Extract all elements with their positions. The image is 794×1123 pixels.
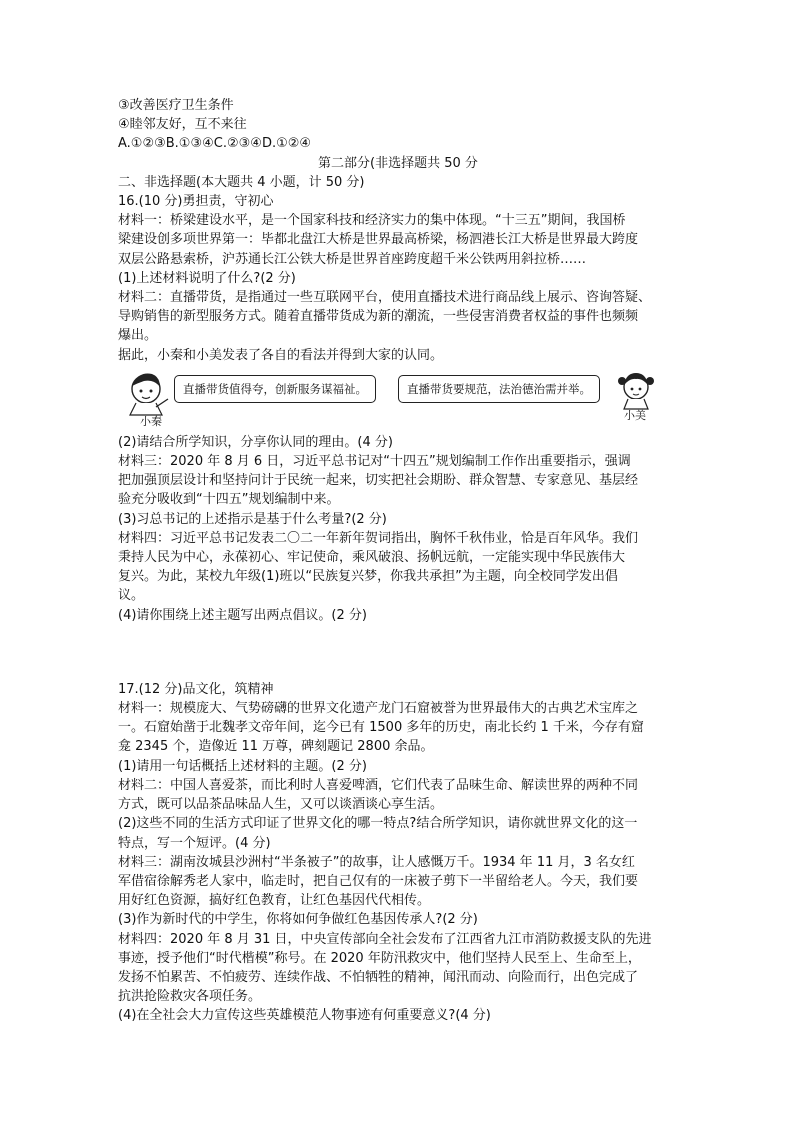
text-line: 事迹，授予他们“时代楷模”称号。在 2020 年防汛救灾中，他们坚持人民至上、生命至上，	[118, 950, 641, 966]
question-heading: 17.(12 分)品文化，筑精神	[118, 681, 274, 697]
text-line: 梁建设创多项世界第一：毕都北盘江大桥是世界最高桥梁，杨泗港长江大桥是世界最大跨度	[118, 232, 639, 248]
text-line: 议。	[118, 588, 145, 604]
text-line: 材料三：湖南汝城县沙洲村“半条被子”的故事，让人感慨万千。1934 年 11 月，3 名女红	[118, 854, 635, 870]
text-line: 导购销售的新型服务方式。随着直播带货成为新的潮流，一些侵害消费者权益的事件也频频	[118, 309, 639, 325]
text-line: 据此，小秦和小美发表了各自的看法并得到大家的认同。	[118, 347, 444, 363]
text-line: 特点，写一个短评。(4 分)	[118, 835, 271, 851]
text-line: 用好红色资源，搞好红色教育，让红色基因代代相传。	[118, 893, 431, 909]
part2-title: 第二部分(非选择题共 50 分	[318, 155, 478, 171]
text-line: 材料一：桥梁建设水平，是一个国家科技和经济实力的集中体现。“十三五”期间，我国桥	[118, 213, 626, 229]
text-line: 爆出。	[118, 328, 158, 344]
sub-question: (4)请你围绕上述主题写出两点倡议。(2 分)	[118, 607, 367, 623]
left-speech-bubble: 直播带货值得夸，创新服务谋福祉。	[174, 375, 376, 403]
sub-question: (1)请用一句话概括上述材料的主题。(2 分)	[118, 758, 367, 774]
sub-question: (1)上述材料说明了什么?(2 分)	[118, 270, 296, 286]
sub-question: (3)习总书记的上述指示是基于什么考量?(2 分)	[118, 511, 387, 527]
question-17-block	[118, 680, 678, 1026]
sub-question: (2)这些不同的生活方式印证了世界文化的哪一特点?结合所学知识，请你就世界文化的这一	[118, 816, 638, 832]
option-line: ④睦邻友好，互不来往	[118, 117, 247, 133]
answer-choices: A.①②③B.①③④C.②③④D.①②④	[118, 136, 312, 152]
option-line: ③改善医疗卫生条件	[118, 98, 234, 113]
answer-space	[118, 625, 678, 680]
sub-question: (4)在全社会大力宣传这些英雄模范人物事迹有何重要意义?(4 分)	[118, 1008, 491, 1024]
text-line: 军借宿徐解秀老人家中，临走时，把自己仅有的一床被子剪下一半留给老人。今天，我们要	[118, 873, 639, 889]
text-line: 材料四：习近平总书记发表二〇二一年新年贺词指出，胸怀千秋伟业，恰是百年风华。我们	[118, 530, 639, 546]
left-speaker-name: 小秦	[140, 414, 162, 428]
question-heading: 16.(10 分)勇担责，守初心	[118, 194, 274, 210]
text-line: 材料二：直播带货，是指通过一些互联网平台，使用直播技术进行商品线上展示、咨询答疑、	[118, 290, 652, 306]
right-speech-bubble: 直播带货要规范，法治德治需并举。	[398, 375, 600, 403]
sub-question: (2)请结合所学知识，分享你认同的理由。(4 分)	[118, 434, 393, 450]
text-line: 二、非选择题(本大题共 4 小题，计 50 分)	[118, 174, 365, 190]
text-line: 发扬不怕累苦、不怕疲劳、连续作战、不怕牺牲的精神，闻汛而动、向险而行，出色完成了	[118, 969, 639, 985]
text-line: 验充分吸收到“十四五”规划编制中来。	[118, 492, 340, 508]
question-16-block-a	[118, 173, 678, 365]
question-16-block-b	[118, 433, 678, 625]
text-line: 双层公路悬索桥，沪苏通长江公铁大桥是世界首座跨度超千米公铁两用斜拉桥……	[118, 251, 587, 267]
text-line: 材料四：2020 年 8 月 31 日，中央宣传部向全社会发布了江西省九江市消防救援支队的先进	[118, 931, 652, 947]
text-line: 材料三：2020 年 8 月 6 日，习近平总书记对“十四五”规划编制工作作出重要指示，强调	[118, 454, 631, 470]
comic-illustration	[118, 369, 678, 429]
text-line: 抗洪抢险救灾各项任务。	[118, 989, 262, 1005]
text-line: 一。石窟始凿于北魏孝文帝年间，迄今已有 1500 多年的历史，南北长约 1 千米，今存有窟	[118, 720, 644, 736]
text-line: 材料一：规模庞大、气势磅礴的世界文化遗产龙门石窟被誉为世界最伟大的古典艺术宝库之	[118, 701, 639, 717]
right-speaker-name: 小美	[624, 408, 646, 422]
text-line: 复兴。为此，某校九年级(1)班以“民族复兴梦，你我共承担”为主题，向全校同学发出倡	[118, 569, 618, 585]
text-line: 龛 2345 个，造像近 11 万尊，碑刻题记 2800 余品。	[118, 739, 434, 755]
text-line: 方式，既可以品茶品味品人生，又可以谈酒谈心享生活。	[118, 797, 444, 813]
text-line: 秉持人民为中心，永葆初心、牢记使命，乘风破浪、扬帆远航，一定能实现中华民族伟大	[118, 550, 626, 566]
sub-question: (3)作为新时代的中学生，你将如何争做红色基因传承人?(2 分)	[118, 912, 478, 928]
text-line: 把加强顶层设计和坚持问计于民统一起来，切实把社会期盼、群众智慧、专家意见、基层经	[118, 473, 639, 489]
exam-page	[118, 96, 678, 1026]
options-block	[118, 96, 678, 154]
text-line: 材料二：中国人喜爱茶，而比利时人喜爱啤酒，它们代表了品味生命、解读世界的两种不同	[118, 777, 639, 793]
